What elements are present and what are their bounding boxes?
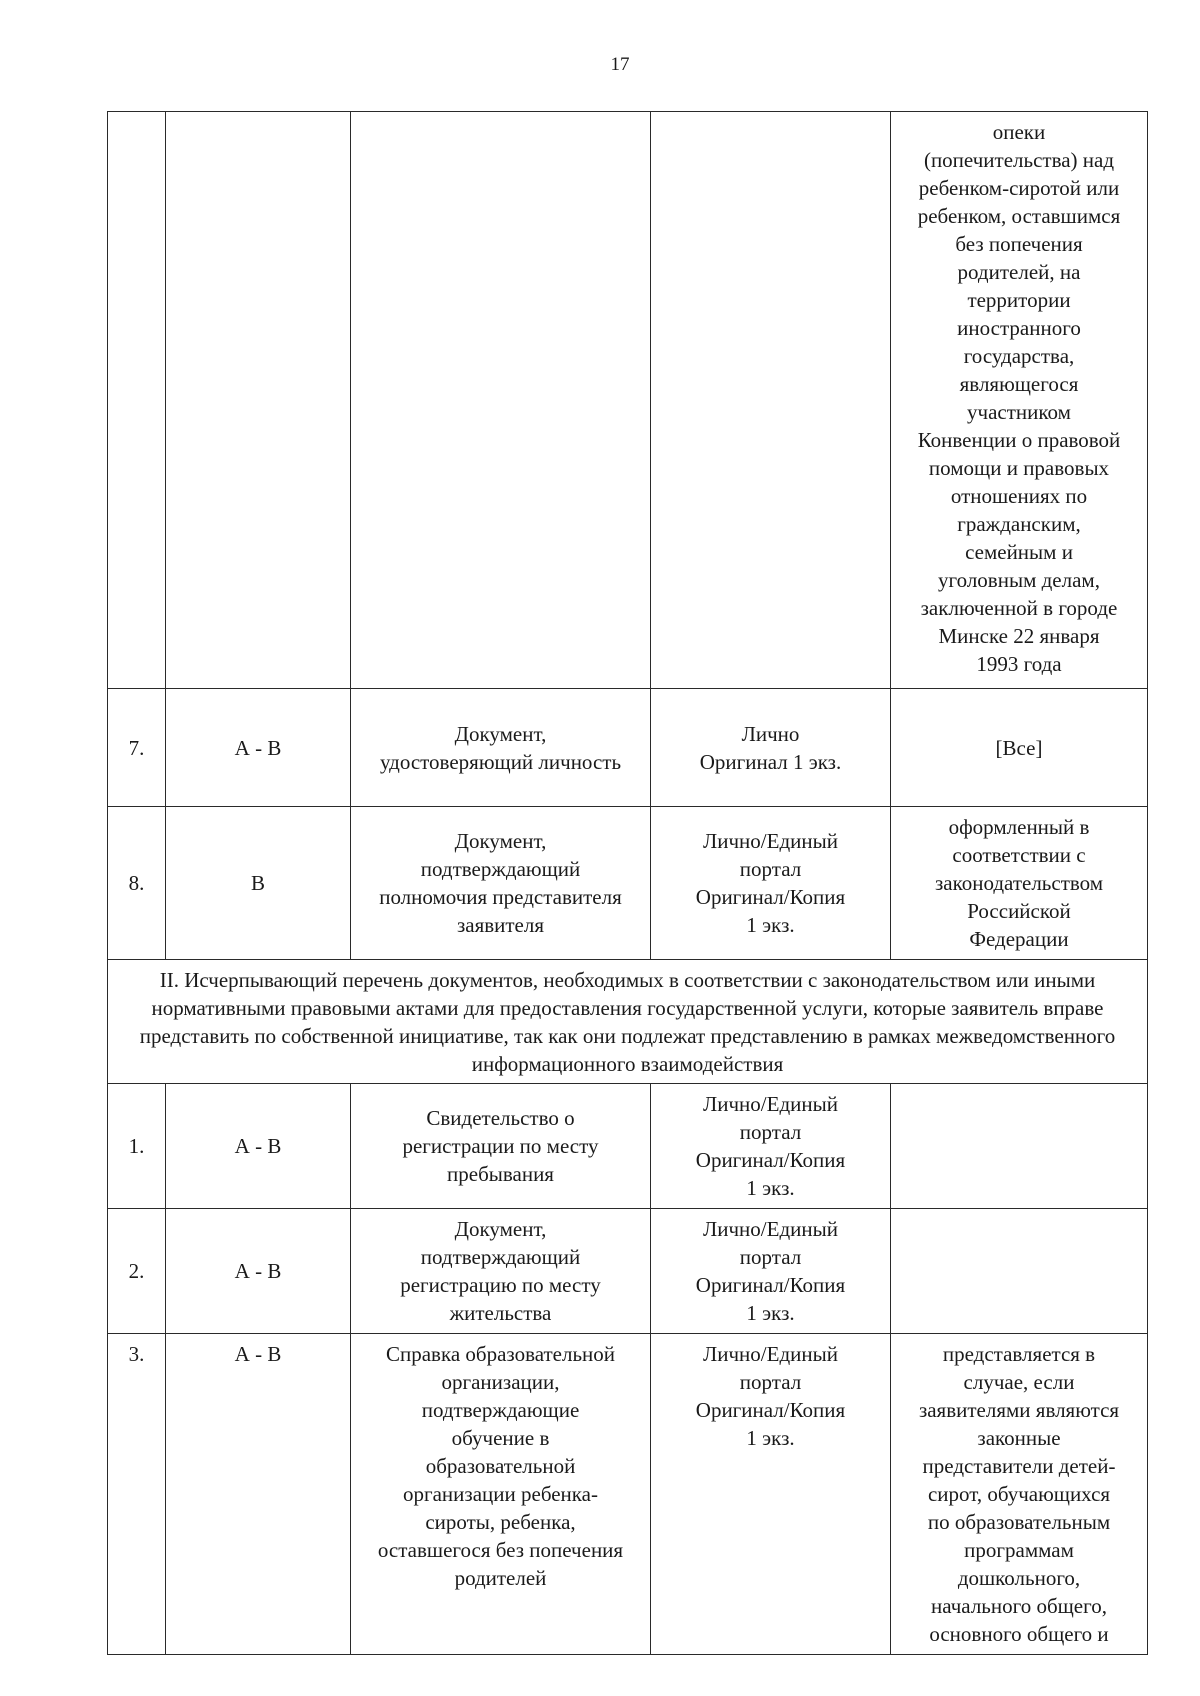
table-row xyxy=(108,1334,1148,1655)
note-cell: представляется в случае, если заявителями являются законные представители детей- сирот, обучающихся по образовательным программам дошкольного, начального общего, основного общего и xyxy=(891,1334,1148,1655)
table-row xyxy=(108,112,1148,689)
method-cell: Лично/Единый портал Оригинал/Копия 1 экз. xyxy=(651,1084,891,1209)
category-cell: А - В xyxy=(166,1084,351,1209)
row-number-cell: 8. xyxy=(108,807,166,960)
method-cell: Лично Оригинал 1 экз. xyxy=(651,689,891,807)
documents-table xyxy=(107,111,1148,1655)
row-number-cell: 2. xyxy=(108,1209,166,1334)
method-cell: Лично/Единый портал Оригинал/Копия 1 экз. xyxy=(651,1334,891,1655)
section-heading-row xyxy=(108,960,1148,1084)
document-cell: Документ, подтверждающий полномочия представителя заявителя xyxy=(351,807,651,960)
page-number: 17 xyxy=(610,54,630,75)
row-number-cell: 1. xyxy=(108,1084,166,1209)
document-cell: Справка образовательной организации, подтверждающие обучение в образовательной организации ребенка- сироты, ребенка, оставшегося без попечения родителей xyxy=(351,1334,651,1655)
row-number-cell xyxy=(108,112,166,689)
category-cell: А - В xyxy=(166,689,351,807)
category-cell: А - В xyxy=(166,1334,351,1655)
note-cell: оформленный в соответствии с законодательством Российской Федерации xyxy=(891,807,1148,960)
table-row xyxy=(108,689,1148,807)
table-row xyxy=(108,1209,1148,1334)
method-cell xyxy=(651,112,891,689)
method-cell: Лично/Единый портал Оригинал/Копия 1 экз. xyxy=(651,807,891,960)
note-cell xyxy=(891,1084,1148,1209)
note-cell xyxy=(891,1209,1148,1334)
note-cell: опеки (попечительства) над ребенком-сиротой или ребенком, оставшимся без попечения родителей, на территории иностранного государства, являющегося участником Конвенции о правовой помощи и правовых отношениях по гражданским, семейным и уголовным делам, заключенной в городе Минске 22 января 1993 года xyxy=(891,112,1148,689)
document-cell: Документ, подтверждающий регистрацию по месту жительства xyxy=(351,1209,651,1334)
note-cell: [Все] xyxy=(891,689,1148,807)
document-cell: Документ, удостоверяющий личность xyxy=(351,689,651,807)
document-cell xyxy=(351,112,651,689)
category-cell: В xyxy=(166,807,351,960)
method-cell: Лично/Единый портал Оригинал/Копия 1 экз. xyxy=(651,1209,891,1334)
row-number-cell: 3. xyxy=(108,1334,166,1655)
table-row xyxy=(108,1084,1148,1209)
document-cell: Свидетельство о регистрации по месту пребывания xyxy=(351,1084,651,1209)
category-cell: А - В xyxy=(166,1209,351,1334)
category-cell xyxy=(166,112,351,689)
row-number-cell: 7. xyxy=(108,689,166,807)
section-ii-heading: II. Исчерпывающий перечень документов, необходимых в соответствии с законодательством или иными нормативными правовыми актами для предоставления государственной услуги, которые заявитель вправе представить по собственной инициативе, так как они подлежат представлению в рамках межведомственного информационного взаимодействия xyxy=(108,960,1148,1084)
table-row xyxy=(108,807,1148,960)
